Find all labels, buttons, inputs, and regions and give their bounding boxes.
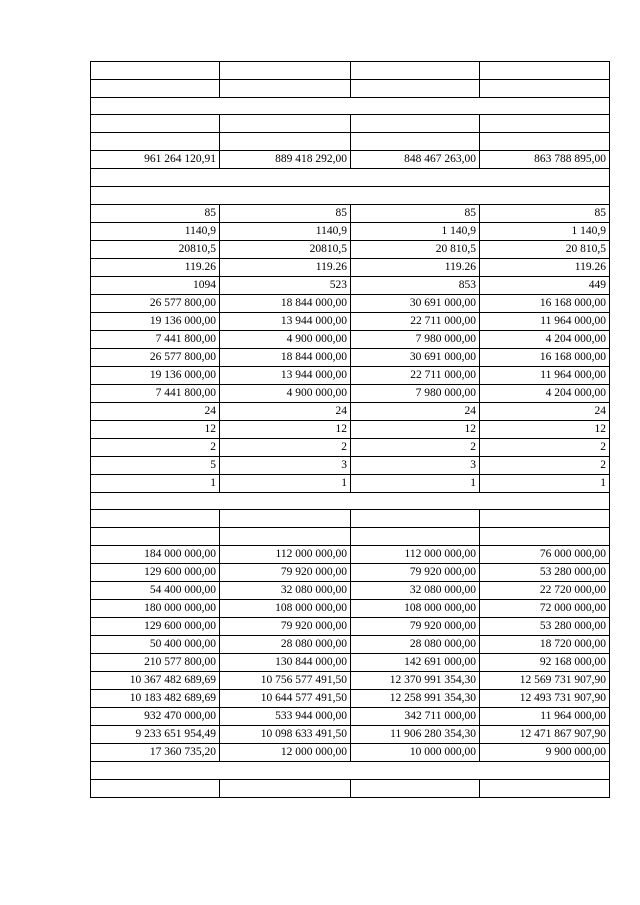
table-cell: 1094	[91, 276, 220, 294]
table-row	[91, 761, 610, 779]
table-cell: 7 980 000,00	[351, 384, 480, 402]
table-cell: 12 471 867 907,90	[480, 725, 610, 743]
table-cell	[220, 115, 351, 133]
table-cell: 119.26	[480, 258, 610, 276]
table-cell: 961 264 120,91	[91, 150, 220, 168]
table-cell: 24	[480, 402, 610, 420]
table-cell	[220, 79, 351, 97]
table-row	[91, 617, 610, 635]
table-row	[91, 366, 610, 384]
table-row	[91, 258, 610, 276]
table-cell: 19 136 000,00	[91, 366, 220, 384]
table-cell-merged	[91, 186, 610, 204]
table-cell: 119.26	[91, 258, 220, 276]
table-cell: 4 900 000,00	[220, 384, 351, 402]
table-cell	[480, 115, 610, 133]
table-row	[91, 474, 610, 492]
table-row	[91, 528, 610, 546]
table-row	[91, 115, 610, 133]
table-cell: 12 493 731 907,90	[480, 689, 610, 707]
table-cell: 4 900 000,00	[220, 330, 351, 348]
table-cell: 119.26	[220, 258, 351, 276]
table-row	[91, 635, 610, 653]
table-cell: 7 441 800,00	[91, 330, 220, 348]
table-cell: 12 370 991 354,30	[351, 671, 480, 689]
table-cell-merged	[91, 97, 610, 115]
data-table-body	[91, 62, 610, 798]
table-cell: 11 906 280 354,30	[351, 725, 480, 743]
table-cell: 7 441 800,00	[91, 384, 220, 402]
table-row	[91, 438, 610, 456]
table-cell: 184 000 000,00	[91, 545, 220, 563]
table-row	[91, 330, 610, 348]
table-cell: 85	[91, 204, 220, 222]
table-row	[91, 312, 610, 330]
table-cell: 16 168 000,00	[480, 294, 610, 312]
table-cell	[220, 62, 351, 80]
table-row	[91, 779, 610, 797]
table-row	[91, 725, 610, 743]
table-cell	[91, 62, 220, 80]
table-cell: 20810,5	[91, 240, 220, 258]
table-cell	[91, 133, 220, 151]
table-cell: 932 470 000,00	[91, 707, 220, 725]
table-row	[91, 384, 610, 402]
table-row	[91, 743, 610, 761]
table-row	[91, 97, 610, 115]
table-cell: 79 920 000,00	[351, 617, 480, 635]
table-cell: 12	[220, 420, 351, 438]
table-cell: 20 810,5	[480, 240, 610, 258]
table-cell: 85	[220, 204, 351, 222]
table-cell: 1	[220, 474, 351, 492]
table-cell	[91, 510, 220, 528]
table-cell: 18 844 000,00	[220, 348, 351, 366]
table-cell: 11 964 000,00	[480, 707, 610, 725]
table-cell	[220, 133, 351, 151]
table-cell	[351, 133, 480, 151]
table-cell: 76 000 000,00	[480, 545, 610, 563]
table-cell: 523	[220, 276, 351, 294]
data-table	[90, 61, 610, 798]
table-cell: 108 000 000,00	[220, 599, 351, 617]
table-cell: 1	[91, 474, 220, 492]
table-cell	[351, 528, 480, 546]
table-cell: 2	[220, 438, 351, 456]
table-cell: 92 168 000,00	[480, 653, 610, 671]
table-cell: 12 000 000,00	[220, 743, 351, 761]
table-cell: 79 920 000,00	[220, 617, 351, 635]
table-cell: 5	[91, 456, 220, 474]
table-row	[91, 294, 610, 312]
table-cell: 210 577 800,00	[91, 653, 220, 671]
table-cell: 4 204 000,00	[480, 330, 610, 348]
table-row	[91, 204, 610, 222]
table-row	[91, 150, 610, 168]
table-cell	[220, 510, 351, 528]
table-cell: 10 367 482 689,69	[91, 671, 220, 689]
table-row	[91, 671, 610, 689]
table-cell: 72 000 000,00	[480, 599, 610, 617]
table-cell: 24	[91, 402, 220, 420]
table-cell: 4 204 000,00	[480, 384, 610, 402]
table-cell: 3	[220, 456, 351, 474]
table-cell: 28 080 000,00	[351, 635, 480, 653]
table-cell: 10 644 577 491,50	[220, 689, 351, 707]
table-cell: 449	[480, 276, 610, 294]
table-cell	[351, 510, 480, 528]
table-row	[91, 240, 610, 258]
table-cell: 7 980 000,00	[351, 330, 480, 348]
table-cell	[480, 510, 610, 528]
table-cell: 9 233 651 954,49	[91, 725, 220, 743]
table-row	[91, 62, 610, 80]
table-cell: 10 000 000,00	[351, 743, 480, 761]
table-cell: 533 944 000,00	[220, 707, 351, 725]
table-cell: 79 920 000,00	[220, 563, 351, 581]
table-cell: 3	[351, 456, 480, 474]
table-row	[91, 456, 610, 474]
table-row	[91, 510, 610, 528]
table-cell: 1140,9	[220, 222, 351, 240]
table-cell: 1	[480, 474, 610, 492]
table-cell: 12	[91, 420, 220, 438]
table-cell: 20 810,5	[351, 240, 480, 258]
table-row	[91, 581, 610, 599]
table-cell	[351, 79, 480, 97]
table-row	[91, 276, 610, 294]
table-cell: 9 900 000,00	[480, 743, 610, 761]
table-cell: 2	[480, 456, 610, 474]
table-row	[91, 420, 610, 438]
table-cell: 112 000 000,00	[220, 545, 351, 563]
table-cell	[91, 79, 220, 97]
table-cell: 10 098 633 491,50	[220, 725, 351, 743]
table-row	[91, 222, 610, 240]
table-row	[91, 563, 610, 581]
table-row	[91, 402, 610, 420]
table-cell: 142 691 000,00	[351, 653, 480, 671]
table-cell-merged	[91, 761, 610, 779]
table-cell: 26 577 800,00	[91, 348, 220, 366]
table-cell	[220, 528, 351, 546]
table-cell	[351, 779, 480, 797]
table-cell: 22 711 000,00	[351, 366, 480, 384]
table-cell: 32 080 000,00	[220, 581, 351, 599]
table-cell: 853	[351, 276, 480, 294]
table-cell: 12 569 731 907,90	[480, 671, 610, 689]
table-cell: 1140,9	[91, 222, 220, 240]
table-cell	[480, 133, 610, 151]
table-cell	[220, 779, 351, 797]
table-row	[91, 133, 610, 151]
table-cell: 22 720 000,00	[480, 581, 610, 599]
table-cell	[351, 115, 480, 133]
table-cell: 889 418 292,00	[220, 150, 351, 168]
table-cell: 119.26	[351, 258, 480, 276]
table-cell: 16 168 000,00	[480, 348, 610, 366]
table-cell: 129 600 000,00	[91, 617, 220, 635]
table-cell: 18 720 000,00	[480, 635, 610, 653]
table-row	[91, 689, 610, 707]
table-row	[91, 599, 610, 617]
table-cell: 180 000 000,00	[91, 599, 220, 617]
table-cell	[351, 62, 480, 80]
table-cell-merged	[91, 492, 610, 510]
table-row	[91, 707, 610, 725]
table-cell: 11 964 000,00	[480, 366, 610, 384]
table-cell	[480, 779, 610, 797]
table-cell: 26 577 800,00	[91, 294, 220, 312]
table-cell: 13 944 000,00	[220, 366, 351, 384]
table-cell	[91, 779, 220, 797]
table-cell: 1 140,9	[351, 222, 480, 240]
table-cell: 20810,5	[220, 240, 351, 258]
table-cell: 129 600 000,00	[91, 563, 220, 581]
table-cell: 10 756 577 491,50	[220, 671, 351, 689]
table-cell: 12 258 991 354,30	[351, 689, 480, 707]
table-cell: 12	[480, 420, 610, 438]
table-cell	[91, 528, 220, 546]
table-cell: 13 944 000,00	[220, 312, 351, 330]
table-cell: 50 400 000,00	[91, 635, 220, 653]
table-cell: 108 000 000,00	[351, 599, 480, 617]
table-cell: 79 920 000,00	[351, 563, 480, 581]
table-cell: 12	[351, 420, 480, 438]
table-cell: 24	[351, 402, 480, 420]
table-row	[91, 186, 610, 204]
table-cell	[91, 115, 220, 133]
table-cell: 342 711 000,00	[351, 707, 480, 725]
table-cell: 85	[351, 204, 480, 222]
table-cell: 112 000 000,00	[351, 545, 480, 563]
table-cell: 30 691 000,00	[351, 348, 480, 366]
table-cell: 863 788 895,00	[480, 150, 610, 168]
table-cell: 24	[220, 402, 351, 420]
table-cell: 1 140,9	[480, 222, 610, 240]
table-cell: 17 360 735,20	[91, 743, 220, 761]
table-cell: 85	[480, 204, 610, 222]
table-cell: 2	[480, 438, 610, 456]
table-cell: 54 400 000,00	[91, 581, 220, 599]
table-row	[91, 348, 610, 366]
table-cell: 2	[351, 438, 480, 456]
table-cell: 1	[351, 474, 480, 492]
table-cell: 130 844 000,00	[220, 653, 351, 671]
table-cell: 53 280 000,00	[480, 563, 610, 581]
table-cell: 18 844 000,00	[220, 294, 351, 312]
table-cell: 28 080 000,00	[220, 635, 351, 653]
table-cell: 30 691 000,00	[351, 294, 480, 312]
table-cell	[480, 79, 610, 97]
table-cell: 2	[91, 438, 220, 456]
table-cell: 19 136 000,00	[91, 312, 220, 330]
table-cell: 848 467 263,00	[351, 150, 480, 168]
table-cell: 11 964 000,00	[480, 312, 610, 330]
table-row	[91, 79, 610, 97]
table-row	[91, 653, 610, 671]
table-cell: 32 080 000,00	[351, 581, 480, 599]
table-row	[91, 492, 610, 510]
table-row	[91, 168, 610, 186]
table-cell: 10 183 482 689,69	[91, 689, 220, 707]
table-row	[91, 545, 610, 563]
table-cell: 53 280 000,00	[480, 617, 610, 635]
table-cell	[480, 528, 610, 546]
table-cell	[480, 62, 610, 80]
table-cell: 22 711 000,00	[351, 312, 480, 330]
table-cell-merged	[91, 168, 610, 186]
